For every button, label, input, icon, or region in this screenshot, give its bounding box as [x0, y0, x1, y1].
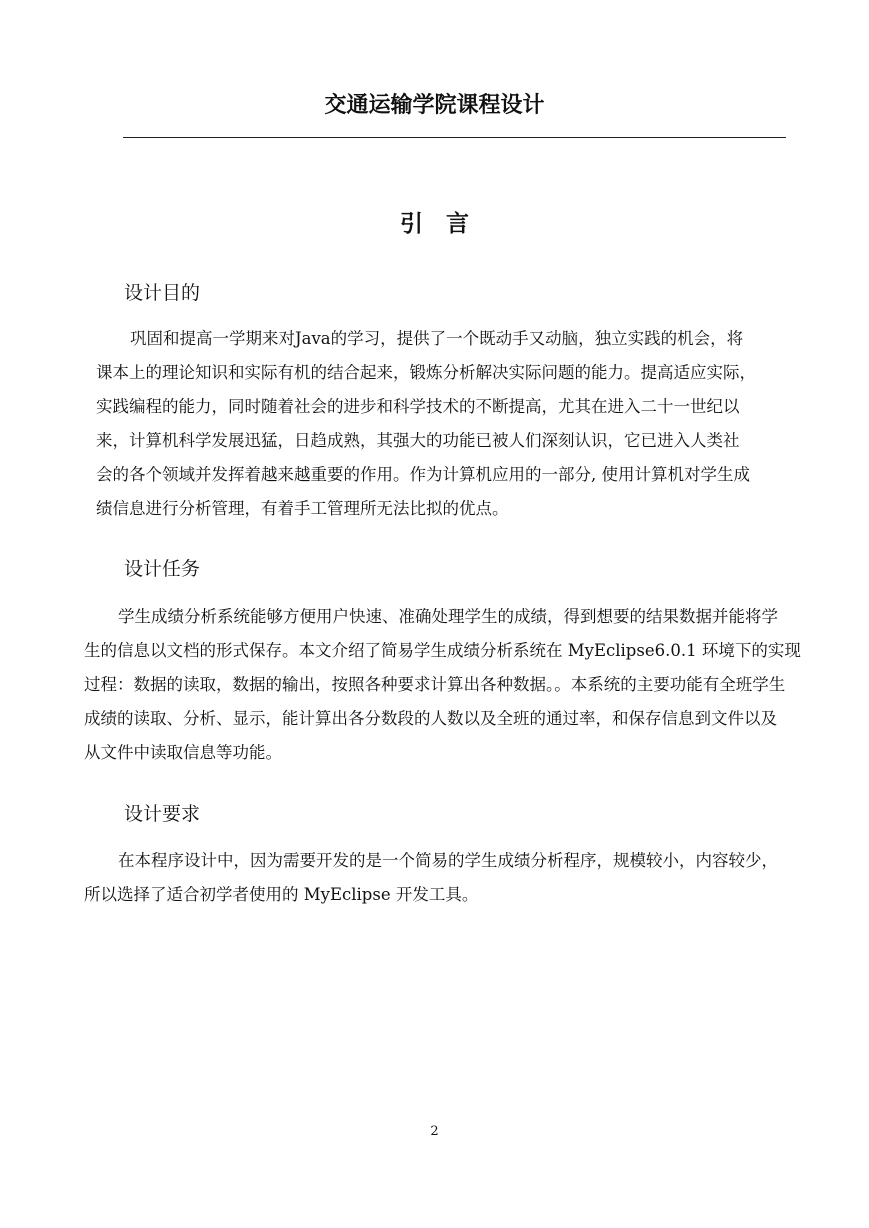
page-number: 2 [430, 1124, 439, 1139]
header-rule [123, 137, 786, 138]
section-heading-task: 设计任务 [124, 558, 201, 580]
paragraph-line: 课本上的理论知识和实际有机的结合起来，锻炼分析解决实际问题的能力。提高适应实际， [96, 363, 756, 382]
running-header-title: 交通运输学院课程设计 [324, 93, 545, 118]
section-heading-requirement: 设计要求 [124, 803, 201, 825]
paragraph-line: 过程：数据的读取，数据的输出，按照各种要求计算出各种数据。。本系统的主要功能有全班学生 [84, 675, 786, 694]
paragraph-line: 来，计算机科学发展迅猛，日趋成熟，其强大的功能已被人们深刻认识，它已进入人类社 [96, 431, 740, 450]
paragraph-line: 巩固和提高一学期来对Java的学习，提供了一个既动手又动脑，独立实践的机会，将 [130, 329, 744, 348]
section-heading-purpose: 设计目的 [124, 282, 201, 304]
paragraph-line: 会的各个领域并发挥着越来越重要的作用。作为计算机应用的一部分, 使用计算机对学生成 [96, 465, 750, 484]
paragraph-line: 学生成绩分析系统能够方便用户快速、准确处理学生的成绩，得到想要的结果数据并能将学 [118, 607, 778, 626]
paragraph-line: 生的信息以文档的形式保存。本文介绍了简易学生成绩分析系统在 MyEclipse6.0.1 环境下的实现 [84, 641, 801, 660]
paragraph-purpose [96, 322, 786, 526]
paragraph-line: 绩信息进行分析管理，有着手工管理所无法比拟的优点。 [96, 499, 509, 518]
paragraph-line: 在本程序设计中，因为需要开发的是一个简易的学生成绩分析程序，规模较小，内容较少， [118, 851, 778, 870]
paragraph-line: 实践编程的能力，同时随着社会的进步和科学技术的不断提高，尤其在进入二十一世纪以 [96, 397, 740, 416]
paragraph-line: 从文件中读取信息等功能。 [84, 743, 282, 762]
paragraph-requirement [84, 844, 824, 912]
paragraph-line: 成绩的读取、分析、显示，能计算出各分数段的人数以及全班的通过率，和保存信息到文件以及 [84, 709, 777, 728]
paragraph-line: 所以选择了适合初学者使用的 MyEclipse 开发工具。 [84, 885, 479, 904]
paragraph-task [84, 600, 824, 770]
chapter-title: 引 言 [400, 210, 469, 237]
